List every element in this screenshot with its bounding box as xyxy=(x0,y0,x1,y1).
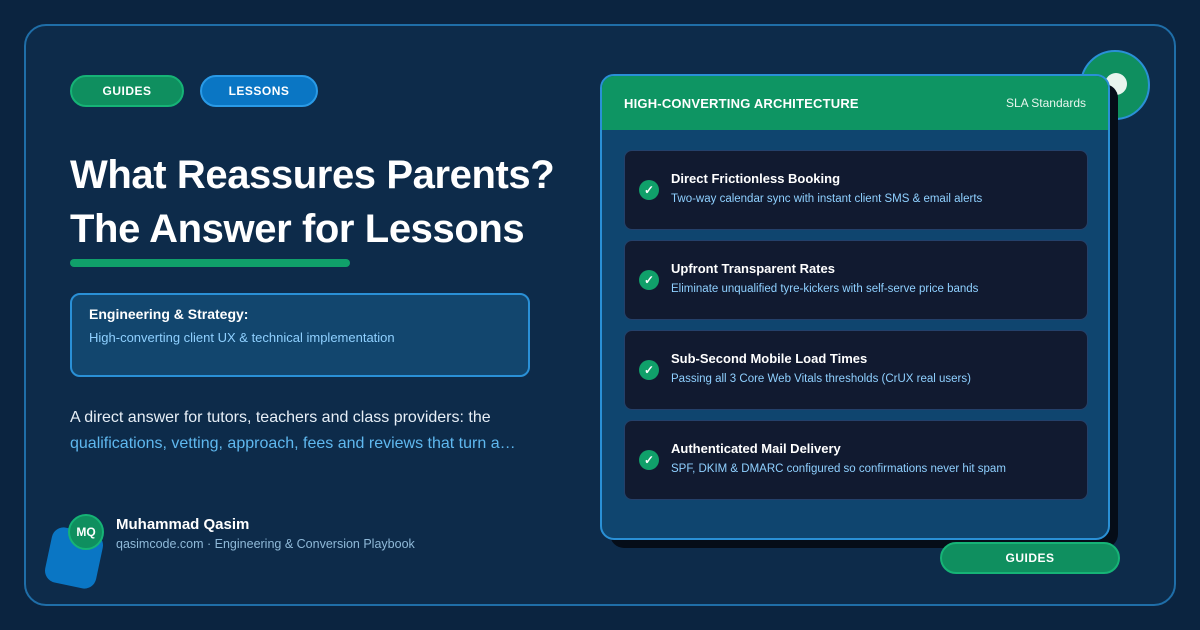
list-item xyxy=(624,330,1088,410)
author-name: Muhammad Qasim xyxy=(116,516,250,533)
check-circle-icon: ✓ xyxy=(639,360,659,380)
author-subtitle: qasimcode.com · Engineering & Conversion Playbook xyxy=(116,537,415,551)
list-item xyxy=(624,150,1088,230)
card-rows xyxy=(624,150,1088,510)
check-circle-icon: ✓ xyxy=(639,180,659,200)
description-line-2: qualifications, vetting, approach, fees and reviews that turn a… xyxy=(70,435,516,452)
description xyxy=(70,405,570,457)
list-item-title: Direct Frictionless Booking xyxy=(671,171,841,186)
architecture-card xyxy=(600,74,1110,540)
list-item xyxy=(624,420,1088,500)
title-underline xyxy=(70,259,350,267)
card-header xyxy=(602,76,1108,130)
info-box-title: Engineering & Strategy: xyxy=(89,306,249,322)
tag-guides-bottom[interactable]: GUIDES xyxy=(940,542,1120,574)
check-circle-icon: ✓ xyxy=(639,450,659,470)
card-title: HIGH-CONVERTING ARCHITECTURE xyxy=(624,95,859,111)
list-item xyxy=(624,240,1088,320)
info-box-subtitle: High-converting client UX & technical implementation xyxy=(89,330,395,345)
avatar: MQ xyxy=(68,514,104,550)
description-line-1: A direct answer for tutors, teachers and class providers: the xyxy=(70,409,491,426)
list-item-subtitle: Two-way calendar sync with instant client SMS & email alerts xyxy=(671,193,983,205)
list-item-title: Authenticated Mail Delivery xyxy=(671,441,841,456)
tag-guides[interactable]: GUIDES xyxy=(70,75,184,107)
info-box xyxy=(70,293,530,377)
list-item-subtitle: SPF, DKIM & DMARC configured so confirmations never hit spam xyxy=(671,463,1006,475)
check-circle-icon: ✓ xyxy=(639,270,659,290)
title-line-2: The Answer for Lessons xyxy=(70,207,525,251)
list-item-title: Upfront Transparent Rates xyxy=(671,261,835,276)
tag-lessons[interactable]: LESSONS xyxy=(200,75,318,107)
card-tag: SLA Standards xyxy=(1005,96,1086,110)
list-item-subtitle: Eliminate unqualified tyre-kickers with self-serve price bands xyxy=(671,283,979,295)
page-title xyxy=(70,148,590,256)
title-line-1: What Reassures Parents? xyxy=(70,153,555,197)
list-item-subtitle: Passing all 3 Core Web Vitals thresholds (CrUX real users) xyxy=(671,373,971,385)
list-item-title: Sub-Second Mobile Load Times xyxy=(671,351,868,366)
